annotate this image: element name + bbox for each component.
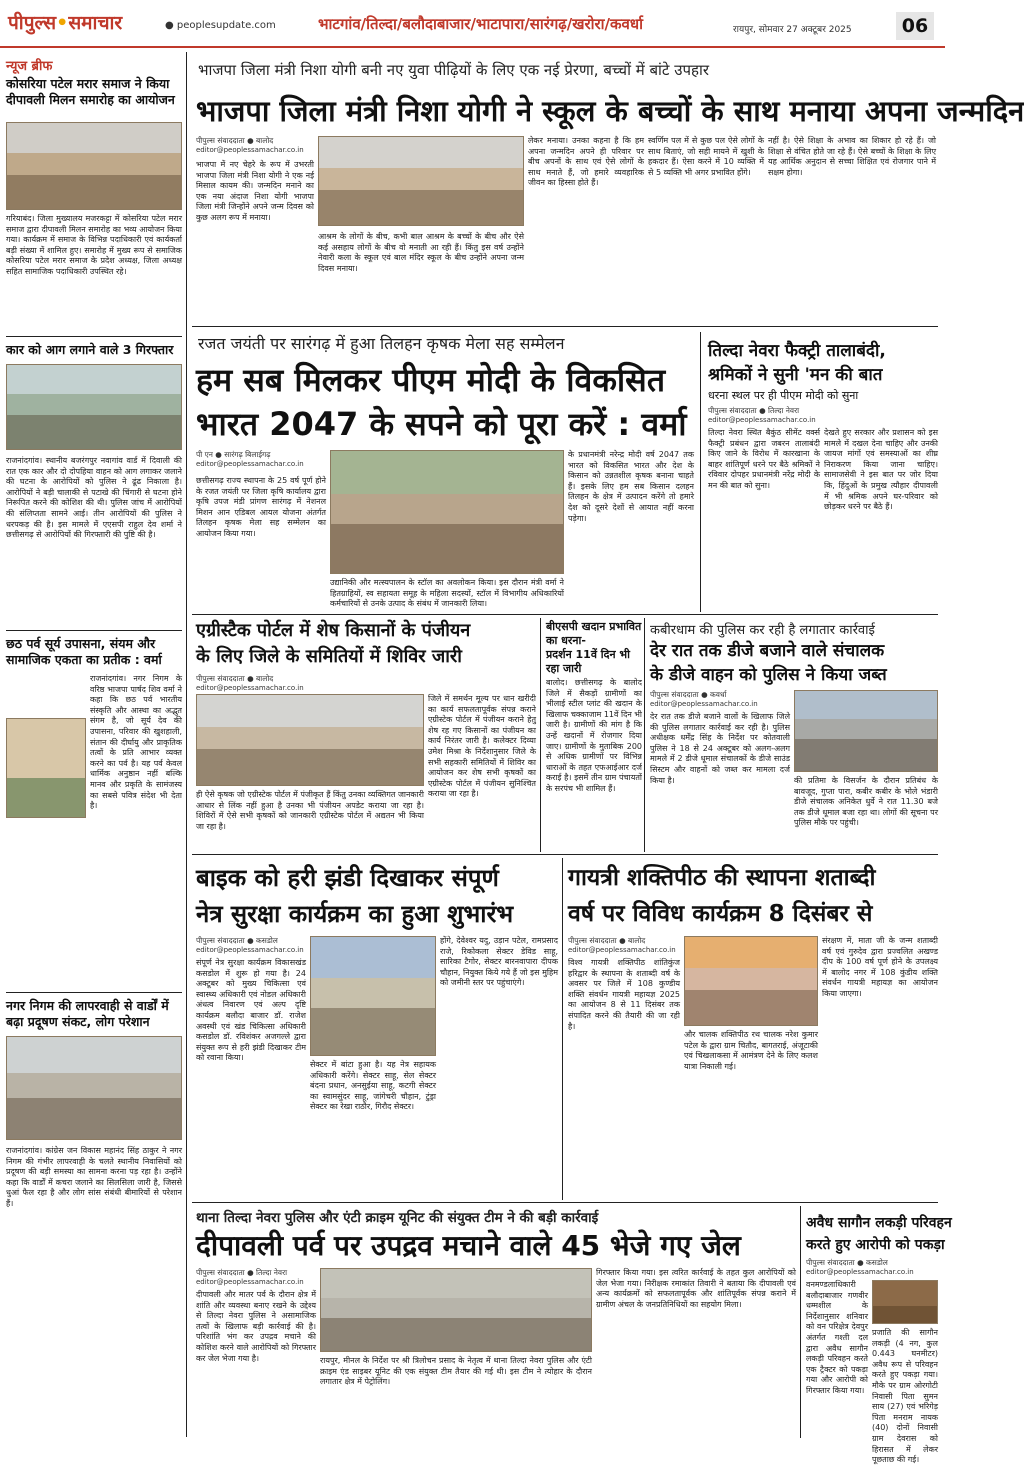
sagaun-col1: वनमण्डलाधिकारी बलौदाबाजार गणवीर धम्मशील के निर्देशानुसार शनिवार को वन परिक्षेत्र देवपुर अंतर्गत गश्ती दल द्वारा अवैध सागौन लकड़ी परिवहन करते एक ट्रैक्टर को पकड़ा गया और आरोपी को गिरफ्तार किया गया। xyxy=(806,1280,868,1395)
agristack-col1: जिले में समर्थन मूल्य पर धान खरीदी का कार्य सफलतापूर्वक संपन्न कराने एग्रीस्टेक पोर्टल में पंजीयन कराने हेतु शेष रह गए किसानों का पंजीयन का कार्य निरंतर जारी है। कलेक्टर दिव्या उमेश मिश्रा के निर्देशानुसार जिले के सभी सहकारी समितियों में शिविर का आयोजन कर शेष सभी कृषकों का एग्रीस्टेक पोर्टल में पंजीयन सुनिश्चित कराया जा रहा है। xyxy=(428,694,536,799)
sagaun-headline-line2[interactable]: करते हुए आरोपी को पकड़ा xyxy=(806,1237,945,1253)
police-byline-box xyxy=(196,1268,336,1286)
police-kicker: थाना तिल्दा नेवरा पुलिस और एंटी क्राइम यूनिट की संयुक्त टीम ने की बड़ी कार्रवाई xyxy=(196,1210,599,1226)
feature-col2: उद्यानिकी और मत्स्यपालन के स्टॉल का अवलोकन किया। इस दौरान मंत्री वर्मा ने हितग्राहियों, स्व सहायता समूह के महिला सदस्यों, स्टॉल में विभागीय अधिकारियों कर्मचारियों से उनके उत्पाद के संबंध में जानकारी लिया। xyxy=(330,578,564,609)
divider xyxy=(700,332,701,612)
divider xyxy=(540,618,541,852)
masthead xyxy=(0,0,945,48)
divider xyxy=(562,858,563,1200)
brief3-body xyxy=(6,674,182,986)
top-story-col4: स्वर्णिम पल में से कुछ पल ऐसे लोगों के साथ बिताएं, जो सही मायने में खुशी के हकदार हैं। ऐसा करने में 10 व्यक्ति में से 5 व्यक्ति भी अगर प्रभावित होंगे। xyxy=(648,136,764,177)
netra-col3: होंगे, देवेश्वर यदु, उड़ान पटेल, रामप्रसाद राजे, रिकोकला सेक्टर डेविड साहू, सारिका टैगोर, सेक्टर बारनवापारा दीपक चौहान, नियुक्त किये गये हैं जो इस मुहिम को जमीनी स्तर पर पहुंचाएंगे। xyxy=(440,936,558,988)
brief1-photo xyxy=(6,122,182,210)
netra-headline-line1[interactable]: बाइक को हरी झंडी दिखाकर संपूर्ण xyxy=(196,864,499,892)
police-col1: दीपावली और मातर पर्व के दौरान क्षेत्र में शांति और व्यवस्था बनाए रखने के उद्देश्य से तिल्दा नेवरा पुलिस ने असामाजिक तत्वों के खिलाफ बड़ी कार्रवाई की है। परिशांति भंग कर उपद्रव मचाने की कोशिश करने वाले आरोपियों को गिरफ्तार कर जेल भेजा गया है। xyxy=(196,1290,316,1363)
divider xyxy=(192,854,938,855)
top-story-byline: पीपुल्स संवाददाता ● बालोद xyxy=(196,136,274,145)
tilda-byline-box xyxy=(708,406,938,424)
sagaun-col2: प्रजाति की सागौन लकड़ी (4 नग, कुल 0.443 घनमीटर) अवैध रूप से परिवहन करते हुए पकड़ा गया। मौके पर ग्राम ओरगोटी निवासी पिता सुमन साय (27) एवं भरिगेड़ पिता मनराम नायक (40) दोनों निवासी ग्राम देवरास को हिरासत में लेकर पूछताछ की गई। xyxy=(872,1328,938,1465)
top-story-photo xyxy=(318,136,524,226)
brief1-body: गरियाबंद। जिला मुख्यालय मजरकट्टा में कोसरिया पटेल मरार समाज द्वारा दीपावली मिलन समारोह का भव्य आयोजन किया गया। कार्यक्रम में समाज के विभिन्न पदाधिकारी एवं कार्यकर्ता बड़ी संख्या में शामिल हुए। समारोह में मुख्य रूप से समाजिक कोसरिया पटेल मरार समाज के प्रदेश अध्यक्ष, जिला अध्यक्ष सहित सामाजिक पदाधिकारी उपस्थित रहे। xyxy=(6,214,182,276)
brief1-headline[interactable]: कोसरिया पटेल मरार समाज ने किया दीपावली मिलन समारोह का आयोजन xyxy=(6,76,175,107)
kabirdham-headline-line2[interactable]: के डीजे वाहन को पुलिस ने किया जब्त xyxy=(650,665,887,685)
divider xyxy=(192,1202,938,1203)
kabirdham-email[interactable]: editor@peoplessamachar.co.in xyxy=(650,700,758,708)
brief2-photo xyxy=(6,364,182,450)
agristack-headline-line2[interactable]: के लिए जिले के समितियों में शिविर जारी xyxy=(196,646,462,667)
sagaun-photo xyxy=(872,1280,938,1324)
netra-byline: पीपुल्स संवाददाता ● कसडोल xyxy=(196,936,278,945)
kabirdham-col2: की प्रतिमा के विसर्जन के दौरान प्रतिबंध के बावजूद, गुप्ता पारा, कबीर कबीर के भोले भंडारी डीजे संचालक अनिकेत धुर्वे ने रात 11.30 बजे तक डीजे धूमाल बजा रहा था। लोगों की सूचना पर पुलिस मौके पर पहुंची। xyxy=(794,776,938,828)
divider xyxy=(6,336,182,337)
gayatri-col2: और चालक शक्तिपीठ रथ चालक नरेश कुमार पटेल के द्वारा ग्राम चितौद, बागतराई, अंजूटाकी एवं चिखलाकसा में आमंत्रण देने के लिए कलश यात्रा निकाली गई। xyxy=(684,1030,818,1071)
sagaun-byline: पीपुल्स संवाददाता ● कसडोल xyxy=(806,1258,888,1267)
divider xyxy=(192,614,938,615)
agristack-photo xyxy=(196,694,424,786)
brief3-text: राजनांदगांव। नगर निगम के वरिष्ठ भाजपा पार्षद शिव वर्मा ने कहा कि छठ पर्व भारतीय संस्कृति और आस्था का अद्भुत संगम है, जो सूर्य देव की उपासना, परिवार की खुशहाली, संतान की दीर्घायु और प्राकृतिक तत्वों के प्रति आभार व्यक्त करने का पर्व है। यह पर्व केवल धार्मिक अनुष्ठान नहीं बल्कि मानव और प्रकृति के सामंजस्य का सबसे पवित्र संदेश भी देता है। xyxy=(90,674,182,811)
agristack-byline: पीपुल्स संवाददाता ● बालोद xyxy=(196,674,274,683)
tilda-headline-line1[interactable]: तिल्दा नेवरा फैक्ट्री तालाबंदी, xyxy=(708,341,886,361)
police-col2: रायपुर, मीनल के निर्देश पर श्री त्रिलोचन प्रसाद के नेतृत्व में थाना तिल्दा नेवरा पुलिस और एंटी क्राइम एंड साइबर यूनिट की एक संयुक्त टीम तैयार की गई थी। इस टीम ने त्योहार के दौरान लगातार क्षेत्र में पेट्रोलिंग। xyxy=(320,1356,592,1387)
police-byline: पीपुल्स संवाददाता ● तिल्दा नेवरा xyxy=(196,1268,288,1277)
police-headline[interactable]: दीपावली पर्व पर उपद्रव मचाने वाले 45 भेजे गए जेल xyxy=(196,1229,741,1262)
logo-main: पीपुल्स xyxy=(8,12,57,34)
brief2-body: राजनांदगांव। स्थानीय बजरंगपुर नवागांव वार्ड में दिवाली की रात एक कार और दो दोपहिया वाहन को आग लगाकर जलाने की घटना के आरोपियों को पुलिस ने ढूंढ निकाला है। आरोपियों ने बड़ी चालाकी से पटाखे की चिंगारी से घटना होने निरूपित करने की कोशिश की थी। पुलिस जांच में आरोपियों की संलिप्तता सामने आई। तीन आरोपियों की पुलिस ने धरपकड़ की है। इस मामले में एएसपी राहुल देव शर्मा ने छत्तीसगढ़ से आरोपियों की गिरफ्तारी की पुष्टि की है। xyxy=(6,456,182,540)
gayatri-col3: संरक्षण में, माता जी के जन्म शताब्दी वर्ष एवं गुरुदेव द्वारा प्रज्वलित अखण्ड दीप के 100 वर्ष पूर्ण होने के उपलक्ष्य में बालोद नगर में 108 कुंडीय शक्ति संवर्धन गायत्री महायज्ञ का आयोजन किया जाएगा। xyxy=(822,936,938,998)
tilda-subhead: धरना स्थल पर ही पीएम मोदी को सुना xyxy=(708,389,859,402)
police-photo xyxy=(320,1268,592,1352)
mining-headline-line2[interactable]: प्रदर्शन 11वें दिन भी रहा जारी xyxy=(546,648,630,675)
gayatri-headline-line1[interactable]: गायत्री शक्तिपीठ की स्थापना शताब्दी xyxy=(568,865,876,891)
agristack-email[interactable]: editor@peoplessamachar.co.in xyxy=(196,684,304,692)
sagaun-headline-line1[interactable]: अवैध सागौन लकड़ी परिवहन xyxy=(806,1215,952,1231)
newspaper-logo[interactable] xyxy=(8,8,160,38)
gayatri-headline-line2[interactable]: वर्ष पर विविध कार्यक्रम 8 दिसंबर से xyxy=(568,901,873,927)
logo-second: समाचार xyxy=(68,12,123,34)
feature-byline-box xyxy=(196,450,316,468)
sagaun-byline-box xyxy=(806,1258,938,1276)
netra-col2: सेक्टर में बांटा हुआ है। यह नेत्र सहायक अधिकारी करेंगे। सेक्टर साहू, सेल सेक्टर बंदना प्रधान, अनसुईया साहू, कटगी सेक्टर का स्वामसुंदर साहू, जांगेचरी चौहान, टुंड्रा सेक्टर का रेखा राठौर, गिरौद सेक्टर। xyxy=(310,1060,436,1112)
brief4-photo xyxy=(6,1036,182,1140)
divider xyxy=(192,326,938,327)
tilda-email[interactable]: editor@peoplessamachar.co.in xyxy=(708,416,816,424)
kabirdham-col1: देर रात तक डीजे बजाने वालों के खिलाफ जिले की पुलिस लगातार कार्रवाई कर रही है। पुलिस अधीक्षक धर्मेंद्र सिंह के निर्देश पर कोतवाली पुलिस ने 18 से 24 अक्टूबर को अलग-अलग मामले में 2 डीजे धूमाल संचालकों के डीजे साउंड सिस्टम और वाहनों को जब्त कर मामला दर्ज किया है। xyxy=(650,712,790,785)
edition-list: भाटगांव/तिल्दा/बलौदाबाजार/भाटापारा/सारंगढ़/खरोरा/कवर्धा xyxy=(318,15,643,33)
feature-headline-line2[interactable]: भारत 2047 के सपने को पूरा करें : वर्मा xyxy=(196,405,687,443)
feature-email[interactable]: editor@peoplessamachar.co.in xyxy=(196,460,304,468)
tilda-headline-line2[interactable]: श्रमिकों ने सुनी 'मन की बात xyxy=(708,365,883,385)
top-story-email[interactable]: editor@peoplessamachar.co.in xyxy=(196,146,304,154)
feature-col3: के प्रधानमंत्री नरेन्द्र मोदी वर्ष 2047 तक भारत को विकसित भारत और देश के किसान को उन्नतशील कृषक बनाना चाहते हैं। इसके लिए हम सब किसान दलहन तिलहन के क्षेत्र में उत्पादन करेंगे तो हमारे देश को दूसरे देशों से आयात नहीं करना पड़ेगा। xyxy=(568,450,694,523)
police-email[interactable]: editor@peoplessamachar.co.in xyxy=(196,1278,304,1286)
agristack-byline-box xyxy=(196,674,416,692)
top-story-col3: लेकर मनाया। उनका कहना है कि हम अपना जन्मदिन अपने ही परिवार पर बीच अपनों के साथ एवं ऐसे लोगों के साथ मनाते हैं, जो हमारे व्यवहारिक जीवन का हिस्सा होते हैं। xyxy=(528,136,644,188)
netra-headline-line2[interactable]: नेत्र सुरक्षा कार्यक्रम का हुआ शुभारंभ xyxy=(196,900,514,928)
page-number: 06 xyxy=(896,12,934,40)
top-story-col2: आश्रम के लोगों के बीच, कभी बाल आश्रम के बच्चों के बीच और ऐसे कई असहाय लोगों के बीच वो मनाती आ रही हैं। किंतु इस वर्ष उन्होंने नेवारी कला के स्कूल एवं बाल मंदिर स्कूल के बीच उन्होंने अपना जन्म दिवस मनाया। xyxy=(318,232,524,273)
gayatri-byline: पीपुल्स संवाददाता ● बालोद xyxy=(568,936,646,945)
feature-col1: छत्तीसगढ़ राज्य स्थापना के 25 वर्ष पूर्ण होने के रजत जयंती पर जिला कृषि कार्यालय द्वारा कृषि उपज मंडी प्रांगण सारंगढ़ में नेशनल मिशन आन एडिबल आयल योजना अंतर्गत तिलहन कृषक मेला सह सम्मेलन का आयोजन किया गया। xyxy=(196,476,326,538)
feature-photo xyxy=(330,450,564,574)
netra-email[interactable]: editor@peoplessamachar.co.in xyxy=(196,946,304,954)
gayatri-email[interactable]: editor@peoplessamachar.co.in xyxy=(568,946,676,954)
mining-body: बालोद। छत्तीसगढ़ के बालोद जिले में सैकड़ों ग्रामीणों का भीलाई स्टील प्लांट की खदान के खिलाफ चक्काजाम 11वें दिन भी जारी है। ग्रामीणों की मांग है कि उन्हें खदानों में रोजगार दिया जाए। ग्रामीणों के मुताबिक 200 से अधिक ग्रामीणों पर विभिन्न धाराओं के तहत एफआईआर दर्ज कराई है। इसमें तीन ग्राम पंचायतों के सरपंच भी शामिल हैं। xyxy=(546,678,642,793)
brief3-headline[interactable]: छठ पर्व सूर्य उपासना, संयम और सामाजिक एकता का प्रतीक : वर्मा xyxy=(6,636,162,667)
brief4-body: राजनांदगांव। कांग्रेस जन विकास महानंद सिंह ठाकुर ने नगर निगम की गंभीर लापरवाही के चलते स्थानीय निवासियों को प्रदूषण की बड़ी समस्या का सामना करना पड़ रहा है। उन्होंने कहा कि वार्डों में कचरा जलाने का सिलसिला जारी है, जिससे धुआं फैल रहा है और लोग सांस संबंधी बीमारियों से परेशान हैं। xyxy=(6,1146,182,1208)
kabirdham-photo xyxy=(794,690,938,772)
feature-kicker: रजत जयंती पर सारंगढ़ में हुआ तिलहन कृषक मेला सह सम्मेलन xyxy=(198,334,565,353)
sagaun-email[interactable]: editor@peoplessamachar.co.in xyxy=(806,1268,914,1276)
mining-headline-line1[interactable]: बीएसपी खदान प्रभावित का धरना- xyxy=(546,620,642,647)
divider xyxy=(6,992,182,993)
kabirdham-byline-box xyxy=(650,690,790,708)
site-url[interactable]: ● peoplesupdate.com xyxy=(165,20,276,31)
tilda-byline: पीपुल्स संवाददाता ● तिल्दा नेवरा xyxy=(708,406,800,415)
logo-accent: • xyxy=(56,12,69,34)
kabirdham-headline-line1[interactable]: देर रात तक डीजे बजाने वाले संचालक xyxy=(650,641,885,661)
brief2-headline[interactable]: कार को आग लगाने वाले 3 गिरफ्तार xyxy=(6,342,174,357)
news-brief-label: न्यूज ब्रीफ xyxy=(6,59,53,74)
divider xyxy=(644,618,645,852)
kabirdham-byline: पीपुल्स संवाददाता ● कवर्धा xyxy=(650,690,727,699)
tilda-col1: तिल्दा नेवरा स्थित बैकुंठ सीमेंट वर्क्स फैक्ट्री प्रबंधन द्वारा जबरन तालाबंदी किए जाने के विरोध में कारखाना के बाहर शांतिपूर्ण धरने पर बैठे श्रमिकों ने रविवार दोपहर प्रधानमंत्री नरेंद्र मोदी के मन की बात को सुना। xyxy=(708,428,820,490)
tilda-col2: देखते हुए सरकार और प्रशासन को इस मामले में दखल देना चाहिए और उनकी जायज मांगों एवं समस्याओं का शीघ्र निराकरण किया जाना चाहिए। सामाजसेवी ने इस बात पर जोर दिया कि, हिंदुओं के प्रमुख त्यौहार दीपावली में भी श्रमिक अपने घर-परिवार को छोड़कर धरने पर बैठे हैं। xyxy=(824,428,938,512)
divider xyxy=(800,1206,801,1438)
gayatri-col1: विश्व गायत्री शक्तिपीठ शांतिकुंज हरिद्वार के स्थापना के शताब्दी वर्ष के अवसर पर जिले में 108 कुण्डीय शक्ति संवर्धन गायत्री महायज्ञ 2025 का आयोजन 8 से 11 दिसंबर तक संपादित करने की तैयारी की जा रही है। xyxy=(568,958,680,1031)
feature-byline: पी एन ● सारंगढ़ बिलाईगढ़ xyxy=(196,450,271,459)
netra-photo xyxy=(310,936,436,1056)
top-story-headline[interactable]: भाजपा जिला मंत्री निशा योगी ने स्कूल के बच्चों के साथ मनाया अपना जन्मदिन xyxy=(196,94,1024,128)
police-col3: गिरफ्तार किया गया। इस त्वरित कार्रवाई के तहत कुल आरोपियों को जेल भेजा गया। निरीक्षक रमाकांत तिवारी ने बताया कि दीपावली एवं अन्य कार्यक्रमों को सफलतापूर्वक और शांतिपूर्वक संपन्न कराने में ग्रामीण अंचल के जनप्रतिनिधियों का सहयोग मिला। xyxy=(596,1268,796,1309)
agristack-col2: ही ऐसे कृषक जो एग्रीस्टेक पोर्टल में पंजीकृत हैं किंतु उनका व्यक्तिगत जानकारी आधार से लिंक नहीं हुआ है उनका भी पंजीयन अपडेट कराया जा रहा है। शिविरों में ऐसे सभी कृषकों को जानकारी एग्रीस्टेक पोर्टल में अद्यतन भी किया जा रहा है। xyxy=(196,790,424,831)
netra-col1: संपूर्ण नेत्र सुरक्षा कार्यक्रम विकासखंड कसडोल में शुरू हो गया है। 24 अक्टूबर को मुख्य चिकित्सा एवं स्वास्थ्य अधिकारी एवं नोडल अधिकारी अंधत्व निवारण एवं अल्प दृष्टि कार्यक्रम बलौदा बाजार डॉ. राजेश अवस्थी एवं खंड चिकित्सा अधिकारी कसडोल डॉ. रविशंकर अजगल्ले द्वारा संयुक्त रूप से हरी झंडी दिखाकर टीम को रवाना किया। xyxy=(196,958,306,1063)
top-story-col5: नहीं है। ऐसे शिक्षा के अभाव का शिकार हो रहे हैं। जो शिक्षा से वंचित होते जा रहे हैं। ऐसे बच्चों के शिक्षा के लिए यह आर्थिक अनुदान से सच्चा शिक्षित एवं रोजगार पाने में सक्षम होगा। xyxy=(768,136,936,177)
top-story-col1: भाजपा में नए चेहरे के रूप में उभरती भाजपा जिला मंत्री निशा योगी ने एक नई मिसाल कायम की। जन्मदिन मनाने का एक नया अंदाज निशा योगी भाजपा जिला मंत्री जिन्होंने अपने जन्म दिवस को कुछ अलग रूप में मनाया। xyxy=(196,160,314,222)
gayatri-photo xyxy=(684,936,818,1026)
issue-date: रायपुर, सोमवार 27 अक्टूबर 2025 xyxy=(733,25,852,35)
portrait-spacer xyxy=(6,674,90,822)
agristack-headline-line1[interactable]: एग्रीस्टैक पोर्टल में शेष किसानों के पंजीयन xyxy=(196,620,471,641)
top-story-byline-box xyxy=(196,136,316,154)
kabirdham-kicker: कबीरधाम की पुलिस कर रही है लगातार कार्रवाई xyxy=(650,623,875,638)
left-column xyxy=(6,56,182,108)
top-story-kicker: भाजपा जिला मंत्री निशा योगी बनी नए युवा पीढ़ियों के लिए एक नई प्रेरणा, बच्चों में बांटे उपहार xyxy=(198,61,709,79)
feature-headline-line1[interactable]: हम सब मिलकर पीएम मोदी के विकसित xyxy=(196,361,666,399)
brief4-headline[interactable]: नगर निगम की लापरवाही से वार्डों में बढ़ा प्रदूषण संकट, लोग परेशान xyxy=(6,998,169,1029)
left-column-divider xyxy=(186,52,187,1437)
divider xyxy=(6,630,182,631)
